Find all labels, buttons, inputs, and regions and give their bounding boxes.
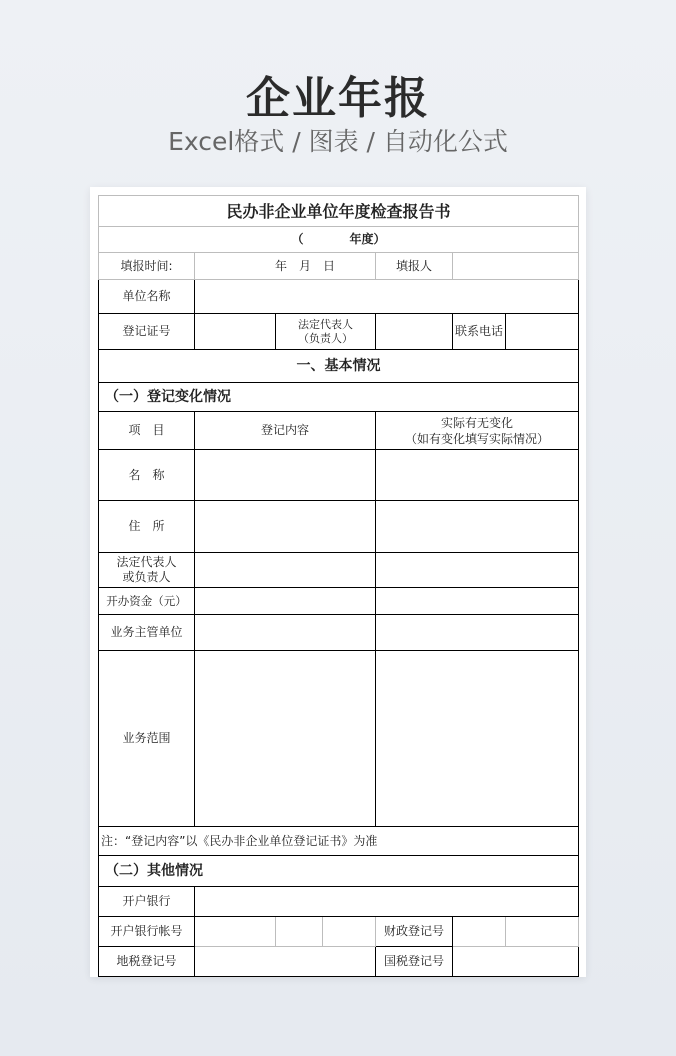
row-label-capital: 开办资金（元）	[99, 588, 195, 615]
finance-reg-value-1[interactable]	[453, 917, 506, 947]
unit-name-row	[99, 280, 579, 314]
year-close: 年度）	[349, 232, 386, 246]
row-name-change[interactable]	[376, 450, 579, 501]
row-name-content[interactable]	[195, 450, 376, 501]
bank-account-value-1[interactable]	[195, 917, 276, 947]
row-label-name: 名 称	[99, 450, 195, 501]
col-content-header: 登记内容	[195, 412, 376, 450]
note-row	[99, 827, 579, 856]
sub1-row	[99, 383, 579, 412]
row-supervisor-change[interactable]	[376, 615, 579, 651]
phone-label: 联系电话	[453, 314, 506, 350]
col-change-header: 实际有无变化 （如有变化填写实际情况）	[376, 412, 579, 450]
sub2-title: （二）其他情况	[99, 856, 579, 887]
row-label-legal-rep: 法定代表人 或负责人	[99, 553, 195, 588]
form-title: 民办非企业单位年度检查报告书	[99, 196, 579, 227]
form-title-row	[99, 196, 579, 227]
section1-title: 一、基本情况	[99, 350, 579, 383]
filler-label: 填报人	[376, 253, 453, 280]
col-item-header: 项 目	[99, 412, 195, 450]
national-tax-value[interactable]	[453, 947, 579, 977]
form-year	[99, 227, 579, 253]
row-legal-rep-change[interactable]	[376, 553, 579, 588]
reg-no-value[interactable]	[195, 314, 276, 350]
table-row	[99, 450, 579, 501]
reg-no-label: 登记证号	[99, 314, 195, 350]
form-note: 注：“登记内容”以《民办非企业单位登记证书》为准	[99, 827, 579, 856]
local-tax-label: 地税登记号	[99, 947, 195, 977]
table-row	[99, 615, 579, 651]
row-label-scope: 业务范围	[99, 651, 195, 827]
banner-subtitle: Excel格式 / 图表 / 自动化公式	[168, 127, 508, 156]
sub2-row	[99, 856, 579, 887]
row-capital-change[interactable]	[376, 588, 579, 615]
table-row	[99, 553, 579, 588]
tax-row	[99, 947, 579, 977]
phone-value[interactable]	[506, 314, 579, 350]
bank-row	[99, 887, 579, 917]
row-address-change[interactable]	[376, 501, 579, 553]
unit-name-value[interactable]	[195, 280, 579, 314]
reg-no-row	[99, 314, 579, 350]
document-sheet	[90, 187, 586, 977]
bank-account-label: 开户银行帐号	[99, 917, 195, 947]
row-legal-rep-content[interactable]	[195, 553, 376, 588]
legal-rep-value[interactable]	[376, 314, 453, 350]
finance-reg-label: 财政登记号	[376, 917, 453, 947]
table-row	[99, 651, 579, 827]
row-label-supervisor: 业务主管单位	[99, 615, 195, 651]
row-scope-change[interactable]	[376, 651, 579, 827]
fill-time-row	[99, 253, 579, 280]
bank-value[interactable]	[195, 887, 579, 917]
bank-label: 开户银行	[99, 887, 195, 917]
year-open: （	[291, 232, 304, 246]
banner-title: 企业年报	[246, 73, 430, 124]
unit-name-label: 单位名称	[99, 280, 195, 314]
bank-account-row	[99, 917, 579, 947]
national-tax-label: 国税登记号	[376, 947, 453, 977]
row-supervisor-content[interactable]	[195, 615, 376, 651]
fill-date-value[interactable]: 年 月 日	[195, 253, 376, 280]
report-form-table	[98, 195, 579, 977]
section1-row	[99, 350, 579, 383]
sub1-title: （一）登记变化情况	[99, 383, 579, 412]
fill-time-label: 填报时间:	[99, 253, 195, 280]
row-address-content[interactable]	[195, 501, 376, 553]
finance-reg-value-2[interactable]	[506, 917, 579, 947]
table-row	[99, 501, 579, 553]
bank-account-value-3[interactable]	[323, 917, 376, 947]
table-row	[99, 588, 579, 615]
legal-rep-label: 法定代表人 （负责人）	[276, 314, 376, 350]
col-header-row	[99, 412, 579, 450]
row-capital-content[interactable]	[195, 588, 376, 615]
row-label-address: 住 所	[99, 501, 195, 553]
bank-account-value-2[interactable]	[276, 917, 323, 947]
local-tax-value[interactable]	[195, 947, 376, 977]
filler-value[interactable]	[453, 253, 579, 280]
form-year-row	[99, 227, 579, 253]
row-scope-content[interactable]	[195, 651, 376, 827]
